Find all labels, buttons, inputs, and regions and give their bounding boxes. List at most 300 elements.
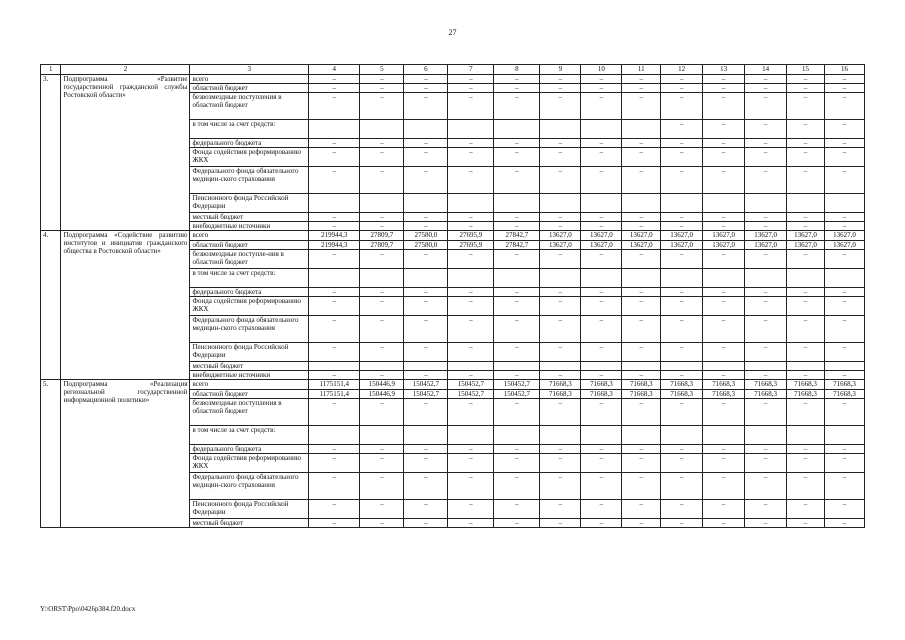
amount-cell: – xyxy=(360,75,404,84)
subprogram-name: Подпрограмма «Развитие государственной гражданской службы Ростовской области» xyxy=(61,75,190,231)
amount-cell xyxy=(448,194,494,213)
page-number: 27 xyxy=(448,28,457,37)
amount-cell: 219944,3 xyxy=(309,241,360,250)
amount-cell: – xyxy=(824,288,864,297)
funding-source-label: Фонда содействия реформированию ЖКХ xyxy=(190,148,309,167)
amount-cell: 71668,3 xyxy=(745,380,787,390)
amount-cell: – xyxy=(622,297,661,316)
amount-cell: – xyxy=(309,316,360,343)
amount-cell: 13627,0 xyxy=(581,241,622,250)
amount-cell: – xyxy=(540,316,581,343)
amount-cell: – xyxy=(703,139,745,148)
amount-cell: – xyxy=(448,371,494,380)
amount-cell xyxy=(404,269,448,288)
amount-cell: – xyxy=(745,148,787,167)
amount-cell: – xyxy=(787,445,825,454)
amount-cell: – xyxy=(494,75,540,84)
amount-cell xyxy=(703,194,745,213)
funding-source-label: безвозмездные поступле-ния в областной бюджет xyxy=(190,250,309,269)
amount-cell: – xyxy=(745,500,787,519)
amount-cell: – xyxy=(309,139,360,148)
amount-cell: 150452,7 xyxy=(448,390,494,399)
amount-cell: 13627,0 xyxy=(703,231,745,241)
column-number: 5 xyxy=(360,65,404,75)
amount-cell: – xyxy=(448,519,494,528)
amount-cell: – xyxy=(404,148,448,167)
amount-cell xyxy=(661,269,703,288)
column-number-row xyxy=(41,65,865,75)
amount-cell: – xyxy=(309,445,360,454)
amount-cell: – xyxy=(703,75,745,84)
amount-cell: 71668,3 xyxy=(622,390,661,399)
amount-cell: – xyxy=(540,473,581,500)
amount-cell: – xyxy=(494,473,540,500)
amount-cell: – xyxy=(745,371,787,380)
amount-cell xyxy=(622,269,661,288)
amount-cell: – xyxy=(404,473,448,500)
amount-cell: – xyxy=(703,120,745,139)
amount-cell: – xyxy=(448,222,494,231)
amount-cell: – xyxy=(703,222,745,231)
amount-cell: – xyxy=(309,222,360,231)
amount-cell xyxy=(581,269,622,288)
amount-cell: – xyxy=(703,250,745,269)
amount-cell xyxy=(581,120,622,139)
column-number: 15 xyxy=(787,65,825,75)
amount-cell: – xyxy=(703,288,745,297)
amount-cell: – xyxy=(494,519,540,528)
amount-cell xyxy=(309,120,360,139)
amount-cell xyxy=(581,194,622,213)
amount-cell: – xyxy=(661,316,703,343)
amount-cell: – xyxy=(703,297,745,316)
amount-cell: – xyxy=(360,500,404,519)
amount-cell: – xyxy=(540,500,581,519)
funding-source-label: Федерального фонда обязательного медицин-ского страхования xyxy=(190,167,309,194)
amount-cell: – xyxy=(360,473,404,500)
amount-cell: – xyxy=(309,399,360,426)
amount-cell xyxy=(360,269,404,288)
amount-cell: – xyxy=(448,297,494,316)
subprogram-name: Подпрограмма «Содействие развитию институтов и инициатив гражданского общества в Ростовской области» xyxy=(61,231,190,380)
amount-cell: – xyxy=(622,316,661,343)
amount-cell: – xyxy=(824,399,864,426)
amount-cell xyxy=(494,194,540,213)
amount-cell: – xyxy=(824,148,864,167)
amount-cell: – xyxy=(448,250,494,269)
amount-cell: – xyxy=(661,139,703,148)
amount-cell: – xyxy=(360,250,404,269)
amount-cell: – xyxy=(661,445,703,454)
column-number: 16 xyxy=(824,65,864,75)
amount-cell: – xyxy=(404,316,448,343)
amount-cell: – xyxy=(404,371,448,380)
funding-source-label: Фонда содействия реформированию ЖКХ xyxy=(190,297,309,316)
funding-source-label: внебюджетные источники xyxy=(190,371,309,380)
amount-cell: – xyxy=(787,213,825,222)
amount-cell: – xyxy=(404,213,448,222)
amount-cell: – xyxy=(824,454,864,473)
amount-cell: – xyxy=(404,519,448,528)
amount-cell: 27695,9 xyxy=(448,231,494,241)
amount-cell: – xyxy=(787,500,825,519)
amount-cell: – xyxy=(581,139,622,148)
funding-source-label: областной бюджет xyxy=(190,241,309,250)
amount-cell: – xyxy=(581,371,622,380)
amount-cell xyxy=(448,269,494,288)
amount-cell: – xyxy=(703,500,745,519)
amount-cell: – xyxy=(622,454,661,473)
amount-cell: – xyxy=(622,84,661,93)
amount-cell: – xyxy=(824,75,864,84)
funding-source-label: местный бюджет xyxy=(190,362,309,371)
amount-cell: – xyxy=(581,519,622,528)
amount-cell: – xyxy=(745,93,787,120)
amount-cell xyxy=(309,269,360,288)
amount-cell: – xyxy=(404,222,448,231)
amount-cell: – xyxy=(622,519,661,528)
amount-cell: – xyxy=(622,167,661,194)
column-number: 10 xyxy=(581,65,622,75)
amount-cell: – xyxy=(581,148,622,167)
amount-cell: – xyxy=(661,93,703,120)
amount-cell xyxy=(661,362,703,371)
amount-cell: – xyxy=(661,250,703,269)
amount-cell: – xyxy=(787,343,825,362)
amount-cell: – xyxy=(360,454,404,473)
amount-cell: – xyxy=(360,297,404,316)
funding-source-label: безвозмездные поступления в областной бюджет xyxy=(190,399,309,426)
funding-source-label: безвозмездные поступления в областной бюджет xyxy=(190,93,309,120)
amount-cell: 27580,0 xyxy=(404,231,448,241)
amount-cell: – xyxy=(404,75,448,84)
amount-cell: – xyxy=(540,445,581,454)
funding-source-label: Пенсионного фонда Российской Федерации xyxy=(190,194,309,213)
amount-cell: 150452,7 xyxy=(448,380,494,390)
amount-cell xyxy=(540,269,581,288)
amount-cell: – xyxy=(494,84,540,93)
amount-cell: – xyxy=(540,139,581,148)
amount-cell: – xyxy=(494,343,540,362)
amount-cell: – xyxy=(745,454,787,473)
amount-cell xyxy=(622,426,661,445)
amount-cell: – xyxy=(404,139,448,148)
amount-cell xyxy=(309,362,360,371)
amount-cell: – xyxy=(824,297,864,316)
amount-cell: – xyxy=(622,343,661,362)
amount-cell: 71668,3 xyxy=(745,390,787,399)
amount-cell: – xyxy=(787,399,825,426)
amount-cell: – xyxy=(360,445,404,454)
amount-cell: – xyxy=(622,139,661,148)
amount-cell: – xyxy=(540,519,581,528)
amount-cell: – xyxy=(745,139,787,148)
amount-cell: – xyxy=(360,167,404,194)
amount-cell: – xyxy=(309,213,360,222)
amount-cell: – xyxy=(787,120,825,139)
amount-cell: – xyxy=(703,316,745,343)
amount-cell: 13627,0 xyxy=(824,241,864,250)
amount-cell xyxy=(360,194,404,213)
funding-source-label: местный бюджет xyxy=(190,519,309,528)
amount-cell: – xyxy=(448,316,494,343)
amount-cell xyxy=(745,426,787,445)
amount-cell: – xyxy=(448,445,494,454)
amount-cell: – xyxy=(360,93,404,120)
amount-cell: – xyxy=(824,250,864,269)
amount-cell: – xyxy=(448,167,494,194)
amount-cell xyxy=(703,269,745,288)
amount-cell: – xyxy=(540,148,581,167)
amount-cell: – xyxy=(581,213,622,222)
amount-cell: 71668,3 xyxy=(824,390,864,399)
amount-cell: – xyxy=(745,75,787,84)
amount-cell: – xyxy=(787,148,825,167)
amount-cell: – xyxy=(703,454,745,473)
amount-cell: – xyxy=(494,148,540,167)
amount-cell: – xyxy=(661,120,703,139)
amount-cell: – xyxy=(745,399,787,426)
amount-cell: – xyxy=(581,167,622,194)
amount-cell: – xyxy=(824,222,864,231)
amount-cell: – xyxy=(494,288,540,297)
amount-cell: 150452,7 xyxy=(494,390,540,399)
funding-source-label: Федерального фонда обязательного медицин-ского страхования xyxy=(190,316,309,343)
amount-cell: 71668,3 xyxy=(622,380,661,390)
amount-cell: – xyxy=(448,288,494,297)
amount-cell: – xyxy=(703,519,745,528)
amount-cell: – xyxy=(824,93,864,120)
amount-cell: – xyxy=(622,371,661,380)
amount-cell xyxy=(622,120,661,139)
amount-cell: – xyxy=(404,454,448,473)
amount-cell: 1175151,4 xyxy=(309,380,360,390)
amount-cell: – xyxy=(661,473,703,500)
amount-cell: – xyxy=(360,288,404,297)
funding-source-label: федерального бюджета xyxy=(190,139,309,148)
amount-cell: 150452,7 xyxy=(404,390,448,399)
amount-cell: – xyxy=(448,213,494,222)
amount-cell: – xyxy=(622,222,661,231)
amount-cell: – xyxy=(661,75,703,84)
amount-cell: – xyxy=(824,84,864,93)
amount-cell xyxy=(448,426,494,445)
amount-cell: – xyxy=(745,316,787,343)
amount-cell xyxy=(309,194,360,213)
amount-cell: – xyxy=(540,167,581,194)
amount-cell: 150446,9 xyxy=(360,380,404,390)
amount-cell: – xyxy=(404,167,448,194)
amount-cell: 71668,3 xyxy=(581,390,622,399)
amount-cell: – xyxy=(540,371,581,380)
amount-cell: 13627,0 xyxy=(661,231,703,241)
amount-cell xyxy=(540,194,581,213)
amount-cell: 27695,9 xyxy=(448,241,494,250)
amount-cell: – xyxy=(745,288,787,297)
amount-cell: 71668,3 xyxy=(787,380,825,390)
amount-cell: – xyxy=(404,343,448,362)
amount-cell: – xyxy=(787,75,825,84)
amount-cell: – xyxy=(309,500,360,519)
amount-cell: – xyxy=(581,445,622,454)
amount-cell: – xyxy=(824,167,864,194)
amount-cell: 13627,0 xyxy=(745,231,787,241)
amount-cell: – xyxy=(494,139,540,148)
amount-cell: – xyxy=(581,288,622,297)
amount-cell: 71668,3 xyxy=(581,380,622,390)
amount-cell: 13627,0 xyxy=(581,231,622,241)
amount-cell: – xyxy=(581,93,622,120)
amount-cell: – xyxy=(745,297,787,316)
column-number: 2 xyxy=(61,65,190,75)
amount-cell: – xyxy=(622,399,661,426)
amount-cell: – xyxy=(703,84,745,93)
column-number: 9 xyxy=(540,65,581,75)
amount-cell: – xyxy=(494,213,540,222)
funding-source-label: Пенсионного фонда Российской Федерации xyxy=(190,500,309,519)
amount-cell: – xyxy=(622,93,661,120)
amount-cell: – xyxy=(622,213,661,222)
amount-cell: – xyxy=(540,343,581,362)
amount-cell xyxy=(494,362,540,371)
amount-cell: – xyxy=(661,500,703,519)
amount-cell: – xyxy=(787,454,825,473)
amount-cell: – xyxy=(309,250,360,269)
funding-source-label: федерального бюджета xyxy=(190,445,309,454)
amount-cell xyxy=(824,269,864,288)
funding-source-label: областной бюджет xyxy=(190,84,309,93)
amount-cell: – xyxy=(360,399,404,426)
amount-cell: 150452,7 xyxy=(404,380,448,390)
table-body xyxy=(41,65,865,528)
amount-cell: – xyxy=(540,213,581,222)
amount-cell: – xyxy=(824,519,864,528)
amount-cell: – xyxy=(824,445,864,454)
amount-cell: 27580,0 xyxy=(404,241,448,250)
amount-cell: – xyxy=(661,84,703,93)
amount-cell: 27809,7 xyxy=(360,231,404,241)
column-number: 1 xyxy=(41,65,61,75)
amount-cell: – xyxy=(661,288,703,297)
amount-cell: – xyxy=(581,250,622,269)
amount-cell: – xyxy=(309,519,360,528)
amount-cell xyxy=(309,426,360,445)
amount-cell: – xyxy=(787,371,825,380)
funding-source-label: внебюджетные источники xyxy=(190,222,309,231)
amount-cell xyxy=(540,426,581,445)
amount-cell: – xyxy=(540,250,581,269)
amount-cell: 13627,0 xyxy=(787,231,825,241)
amount-cell: – xyxy=(787,297,825,316)
amount-cell: – xyxy=(494,454,540,473)
amount-cell: – xyxy=(494,222,540,231)
amount-cell: – xyxy=(787,519,825,528)
amount-cell xyxy=(622,194,661,213)
amount-cell: 71668,3 xyxy=(540,380,581,390)
amount-cell: 71668,3 xyxy=(787,390,825,399)
amount-cell: – xyxy=(581,222,622,231)
amount-cell: – xyxy=(581,500,622,519)
amount-cell: – xyxy=(661,519,703,528)
amount-cell xyxy=(581,362,622,371)
amount-cell xyxy=(494,120,540,139)
amount-cell xyxy=(703,362,745,371)
amount-cell: – xyxy=(540,222,581,231)
column-number: 14 xyxy=(745,65,787,75)
amount-cell: – xyxy=(309,288,360,297)
amount-cell: – xyxy=(540,399,581,426)
column-number: 13 xyxy=(703,65,745,75)
amount-cell: 71668,3 xyxy=(824,380,864,390)
amount-cell: – xyxy=(581,316,622,343)
funding-source-label: в том числе за счет средств: xyxy=(190,269,309,288)
amount-cell: 13627,0 xyxy=(824,231,864,241)
amount-cell: – xyxy=(309,297,360,316)
amount-cell: – xyxy=(360,343,404,362)
amount-cell: – xyxy=(540,454,581,473)
amount-cell: – xyxy=(540,297,581,316)
amount-cell: – xyxy=(787,139,825,148)
column-number: 4 xyxy=(309,65,360,75)
amount-cell xyxy=(787,269,825,288)
amount-cell: – xyxy=(360,84,404,93)
amount-cell xyxy=(703,426,745,445)
amount-cell: – xyxy=(745,519,787,528)
amount-cell: – xyxy=(309,84,360,93)
amount-cell: – xyxy=(824,500,864,519)
funding-source-label: федерального бюджета xyxy=(190,288,309,297)
amount-cell xyxy=(787,362,825,371)
amount-cell: – xyxy=(448,399,494,426)
amount-cell: – xyxy=(703,445,745,454)
amount-cell: – xyxy=(309,167,360,194)
amount-cell: – xyxy=(494,399,540,426)
amount-cell xyxy=(494,426,540,445)
amount-cell xyxy=(360,120,404,139)
amount-cell: – xyxy=(824,343,864,362)
amount-cell: – xyxy=(622,500,661,519)
amount-cell: 71668,3 xyxy=(703,380,745,390)
amount-cell: – xyxy=(360,222,404,231)
amount-cell: – xyxy=(360,316,404,343)
amount-cell: – xyxy=(494,500,540,519)
amount-cell: 71668,3 xyxy=(661,390,703,399)
amount-cell xyxy=(448,362,494,371)
amount-cell: – xyxy=(360,139,404,148)
amount-cell: – xyxy=(787,250,825,269)
amount-cell: – xyxy=(622,75,661,84)
file-path-footer: Y:\ORST\Ppo\0426p384.f20.docx xyxy=(40,605,136,613)
table-row xyxy=(41,231,865,241)
column-number: 3 xyxy=(190,65,309,75)
amount-cell: – xyxy=(309,371,360,380)
amount-cell: 13627,0 xyxy=(787,241,825,250)
amount-cell: – xyxy=(448,148,494,167)
amount-cell: – xyxy=(404,297,448,316)
amount-cell: – xyxy=(787,222,825,231)
amount-cell: – xyxy=(745,222,787,231)
amount-cell xyxy=(404,426,448,445)
amount-cell: – xyxy=(703,93,745,120)
amount-cell: – xyxy=(540,84,581,93)
amount-cell: – xyxy=(404,445,448,454)
amount-cell xyxy=(540,120,581,139)
subprogram-name: Подпрограмма «Реализация региональной государственной информационной политики» xyxy=(61,380,190,528)
amount-cell: – xyxy=(309,473,360,500)
amount-cell xyxy=(581,426,622,445)
amount-cell: – xyxy=(703,148,745,167)
amount-cell xyxy=(404,120,448,139)
